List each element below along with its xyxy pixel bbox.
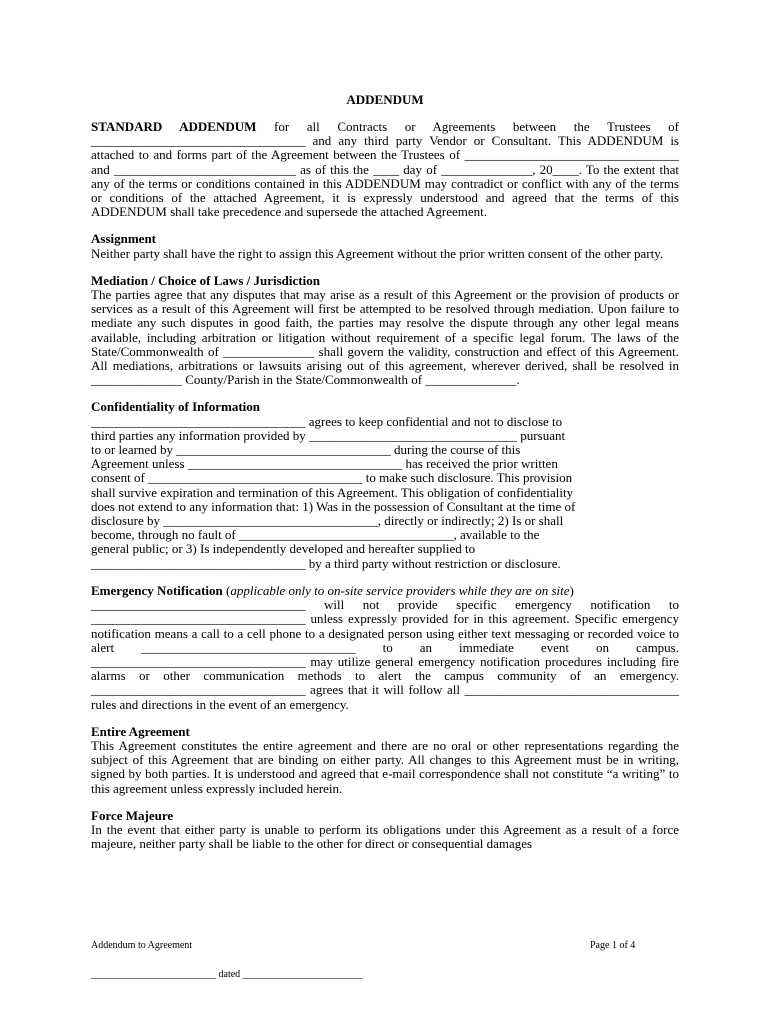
section-line: become, through no fault of _________________________________, available to the — [91, 527, 540, 543]
section-line: third parties any information provided by ________________________________ pursuant — [91, 427, 566, 443]
section-body: The parties agree that any disputes that may arise as a result of this Agreement or the provision of products or services as a result of this Agreement will first be attempted to be resolved through mediation. Upon failure to mediate any such disputes in good faith, the parties may resolve the dispute through any other legal means available, including arbitration or litigation without requirement of a specific legal forum. The laws of the State/Commonwealth of ______________ shall govern the validity, construction and effect of this Agreement. All mediations, arbitrations or lawsuits arising out of this agreement, wherever derived, shall be resolved in ______________ County/Parish in the State/Commonwealth of ______________. — [91, 287, 679, 388]
section-body: _________________________________ will not provide specific emergency notification to _________________________________ unless expressly provided for in this agreement. Specific emergency notification means a call to a cell phone to a designated person using either text messaging or recorded voice to alert _________________________________ to an immediate event on campus. _________________________________ may utilize general emergency notification procedures including fire alarms or other communication methods to alert the campus community of an emergency. _________________________________ agrees that it will follow all _________________________________ rules and directions in the event of an emergency. — [91, 597, 679, 712]
intro-paragraph — [91, 120, 679, 219]
footer-left: Addendum to Agreement — [91, 940, 193, 951]
section-line: to or learned by _________________________________ during the course of this — [91, 442, 521, 458]
document-title: ADDENDUM — [346, 92, 424, 107]
intro-text: for all Contracts or Agreements between the Trustees of _________________________________ and any third party Vendor or Consultant. This ADDENDUM is attached to and forms part of the Agreement between the Trustees of _________________________________ and ____________________________ as of this the ____ day of ______________, 20____. To the extent that any of the terms or conditions contained in this ADDENDUM may contradict or conflict with any of the terms or conditions of the attached Agreement, it is expressly understood and agreed that the terms of this ADDENDUM shall take precedence and supersede the attached Agreement. — [91, 119, 680, 220]
section-entire-agreement — [91, 725, 679, 796]
section-heading: Mediation / Choice of Laws / Jurisdiction — [91, 272, 320, 288]
section-line: _________________________________ by a third party without restriction or disclosure. — [91, 555, 561, 571]
section-assignment — [91, 232, 679, 260]
section-heading: Emergency Notification (applicable only to on-site service providers while they are on site) — [91, 582, 574, 598]
emergency-heading: Emergency Notification — [91, 582, 223, 598]
footer-page-number: Page 1 of 4 — [590, 940, 636, 951]
section-force-majeure — [91, 809, 679, 852]
section-body: Neither party shall have the right to assign this Agreement without the prior written consent of the other party. — [91, 245, 664, 261]
section-confidentiality — [91, 400, 679, 570]
document-page — [91, 92, 679, 851]
section-line: shall survive expiration and termination of this Agreement. This obligation of confidentiality — [91, 484, 574, 500]
section-heading: Assignment — [91, 231, 157, 247]
section-line: _________________________________ agrees to keep confidential and not to disclose to — [91, 413, 563, 429]
section-body: In the event that either party is unable to perform its obligations under this Agreement as a result of a force majeure, neither party shall be liable to the other for direct or consequential damages — [91, 821, 679, 852]
intro-lead: STANDARD ADDENDUM — [91, 119, 257, 134]
emergency-heading-note: applicable only to on-site service providers while they are on site — [230, 582, 570, 598]
footer-signature-line: _________________________ dated ________________________ — [91, 969, 363, 980]
section-heading: Confidentiality of Information — [91, 399, 260, 415]
section-line: does not extend to any information that: 1) Was in the possession of Consultant at the time of — [91, 498, 576, 514]
section-line: general public; or 3) Is independently developed and hereafter supplied to — [91, 541, 476, 557]
section-line: disclosure by _________________________________, directly or indirectly; 2) Is or shall — [91, 513, 564, 529]
section-heading: Entire Agreement — [91, 723, 190, 739]
section-heading: Force Majeure — [91, 807, 174, 823]
section-mediation — [91, 274, 679, 388]
section-emergency — [91, 584, 679, 712]
section-line: consent of _________________________________ to make such disclosure. This provision — [91, 470, 573, 486]
section-line: Agreement unless _________________________________ has received the prior written — [91, 456, 558, 472]
section-body: This Agreement constitutes the entire agreement and there are no oral or other representations regarding the subject of this Agreement that are binding on either party. All changes to this Agreement must be in writing, signed by both parties. It is understood and agreed that e-mail correspondence shall not constitute “a writing” to this agreement unless expressly included herein. — [91, 737, 679, 796]
